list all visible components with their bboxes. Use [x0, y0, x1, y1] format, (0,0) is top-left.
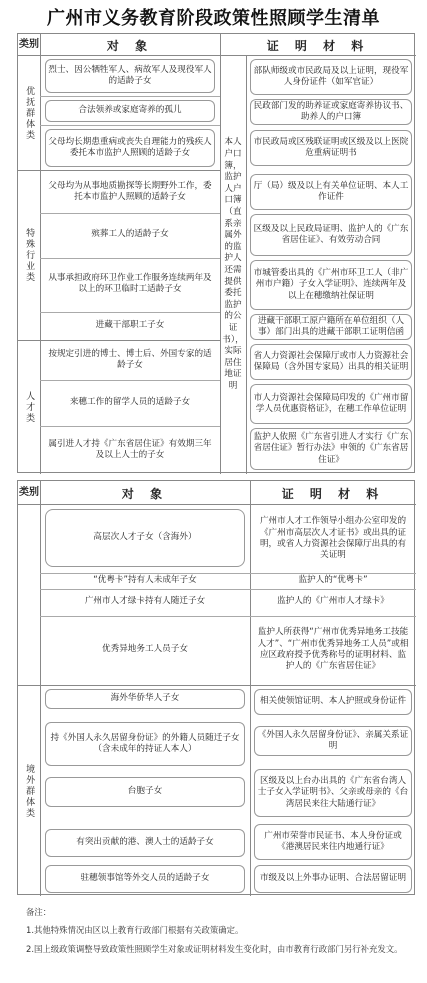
- material-cell: 监护人所获得“广州市优秀异地务工技能人才”、“广州市优秀异地务工人员”或相应区政府授予优秀称号的证明材料、监护人的《广东省居住证》: [257, 627, 409, 672]
- target-cell: “优粤卡”持有人未成年子女: [93, 575, 197, 586]
- target-cell: 高层次人才子女（含海外）: [93, 532, 197, 543]
- table-section-2: [17, 480, 415, 895]
- category-label: 特殊行业类: [24, 228, 35, 283]
- header-materials: 证 明 材 料: [266, 38, 370, 53]
- target-cell: 按规定引进的博士、博士后、外国专家的适龄子女: [48, 348, 212, 370]
- target-cell: 广州市人才绿卡持有人随迁子女: [84, 596, 206, 607]
- target-cell: 持《外国人永久居留身份证》的外籍人员随迁子女（含未成年的持证人本人）: [50, 732, 240, 754]
- target-cell: 父母均为从事地质勘探等长期野外工作，委托本市监护人照顾的适龄子女: [48, 180, 212, 202]
- material-cell: 市人力资源社会保障局印发的《广州市留学人员优惠资格证》，在穗工作单位证明: [253, 392, 409, 414]
- target-cell: 台胞子女: [127, 786, 163, 797]
- material-cell: 广州市人才工作领导小组办公室印发的《广州市高层次人才证书》或出具的证明，或省人力资源社会保障厅出具的有关证明: [259, 516, 407, 561]
- target-cell: 殡葬工人的适龄子女: [91, 229, 169, 240]
- material-cell: 省人力资源社会保障厅或市人力资源社会保障局（含外国专家局）出具的相关证明: [253, 350, 409, 372]
- header-category: 类别: [19, 486, 39, 498]
- target-cell: 父母均长期患重病或丧失自理能力的残疾人委托本市监护人照顾的适龄子女: [48, 136, 212, 158]
- material-cell: 部队师级或市民政局及以上证明，现役军人身份证件（如军官证）: [253, 65, 409, 87]
- material-cell: 区级及以上台办出具的《广东省台湾人士子女入学证明书》、父亲或母亲的《台湾居民来往大陆通行证》: [257, 775, 409, 809]
- shared-material: 本人户口簿，监护人户口簿（直系亲属外的监护人还需提供委托监护的公证书），实际居住地证明: [222, 137, 244, 391]
- table-section-1: [17, 33, 415, 473]
- material-cell: 民政部门发的助养证或家庭寄养协议书、助养人的户口簿: [253, 100, 409, 122]
- material-cell: 市城管委出具的《广州市环卫工人（非广州市户籍）子女入学证明》、连续两年及以上在穗缴纳社保证明: [253, 267, 409, 301]
- note-item: 2.国上级政策调整导致政策性照顾学生对象或证明材料发生变化时，由市教育行政部门另行补充发文。: [26, 943, 403, 954]
- material-cell: 相关使领馆证明、本人护照或身份证件: [259, 696, 407, 707]
- target-cell: 驻穗领事馆等外交人员的适龄子女: [80, 873, 210, 884]
- target-cell: 优秀异地务工人员子女: [102, 644, 188, 655]
- header-target: 对 象: [121, 486, 169, 501]
- page-title: 广州市义务教育阶段政策性照顾学生清单: [47, 8, 380, 29]
- material-cell: 厅（局）级及以上有关单位证明、本人工作证件: [253, 180, 409, 202]
- notes: [26, 906, 411, 961]
- target-cell: 合法领养或家庭寄养的孤儿: [78, 105, 182, 116]
- header-category: 类别: [19, 38, 39, 50]
- category-label: 境外群体类: [24, 763, 35, 819]
- material-cell: 《外国人永久居留身份证》、亲属关系证明: [257, 729, 409, 751]
- material-cell: 广州市荣誉市民证书、本人身份证或《港澳居民来往内地通行证》: [264, 830, 402, 852]
- target-cell: 海外华侨华人子女: [110, 693, 180, 704]
- target-cell: 有突出贡献的港、澳人士的适龄子女: [76, 837, 214, 848]
- notes-heading: 备注：: [26, 907, 52, 917]
- category-label: 优抚群体类: [24, 85, 35, 141]
- target-cell: 烈士、因公牺牲军人、病故军人及现役军人的适龄子女: [48, 64, 212, 86]
- material-cell: 区级及以上民政局证明、监护人的《广东省居住证》、有效劳动合同: [253, 223, 409, 245]
- material-cell: 监护人的《广州市人才绿卡》: [277, 596, 389, 607]
- category-label: 人才类: [24, 391, 35, 424]
- material-cell: 监护人的“优粤卡”: [298, 575, 368, 586]
- material-cell: 市民政局或区残联证明或区级及以上医院危重病证明书: [253, 136, 409, 158]
- target-cell: 从事承担政府环卫作业工作服务连续两年及以上的环卫临时工适龄子女: [48, 272, 212, 294]
- target-cell: 进藏干部职工子女: [95, 320, 165, 331]
- material-cell: 监护人依照《广东省引进人才实行《广东省居住证》暂行办法》申领的《广东省居住证》: [253, 431, 409, 465]
- header-materials: 证 明 材 料: [281, 486, 385, 501]
- target-cell: 来穗工作的留学人员的适龄子女: [69, 397, 191, 408]
- note-item: 1.其他特殊情况由区以上教育行政部门根据有关政策确定。: [26, 925, 244, 936]
- material-cell: 市级及以上外事办证明、合法居留证明: [259, 873, 407, 884]
- target-cell: 属引进人才持《广东省居住证》有效期三年及以上人士的子女: [48, 438, 212, 460]
- material-cell: 进藏干部职工原户籍所在单位组织（人事）部门出具的进藏干部职工证明信函: [257, 315, 405, 337]
- header-target: 对 象: [106, 38, 154, 53]
